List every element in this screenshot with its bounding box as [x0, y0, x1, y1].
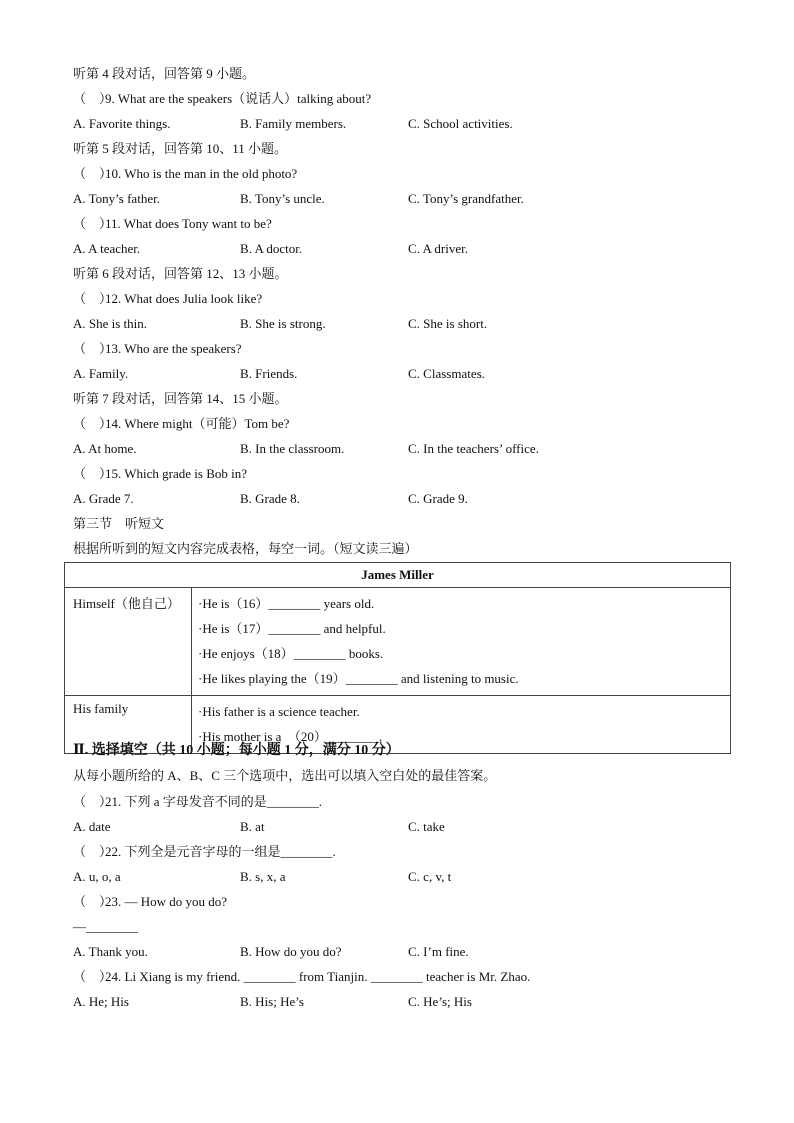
question-text: 11. What does Tony want to be?	[105, 216, 272, 231]
response-blank: —________	[73, 919, 138, 934]
option-a: A. She is thin.	[73, 316, 148, 331]
question-23	[73, 894, 227, 910]
option-a: A. Tony’s father.	[73, 191, 160, 206]
option-b: B. Grade 8.	[240, 491, 300, 506]
option-b: B. Friends.	[240, 366, 298, 381]
answer-blank[interactable]: （ ）	[73, 291, 113, 306]
row-label: Himself（他自己）	[65, 588, 192, 696]
option-b: B. s, x, a	[240, 869, 286, 884]
table-title: James Miller	[65, 563, 731, 588]
answer-blank[interactable]: （ ）	[73, 416, 113, 431]
table-row	[65, 588, 731, 696]
option-c: C. I’m fine.	[408, 944, 469, 959]
option-a: A. Thank you.	[73, 944, 148, 959]
dialogue-7-intro: 听第 7 段对话，回答第 14、15 小题。	[73, 391, 288, 406]
answer-blank[interactable]: （ ）	[73, 969, 113, 984]
option-c: C. A driver.	[408, 241, 468, 256]
option-b: B. at	[240, 819, 265, 834]
question-text: 22. 下列全是元音字母的一组是________.	[105, 844, 336, 859]
question-12	[73, 291, 262, 307]
answer-blank[interactable]: （ ）	[73, 794, 113, 809]
option-a: A. Favorite things.	[73, 116, 171, 131]
option-c: C. School activities.	[408, 116, 513, 131]
answer-blank[interactable]: （ ）	[73, 844, 113, 859]
question-text: 9. What are the speakers（说话人）talking about?	[105, 91, 372, 106]
question-text: 12. What does Julia look like?	[105, 291, 263, 306]
question-text: 14. Where might（可能）Tom be?	[105, 416, 290, 431]
option-a: A. Grade 7.	[73, 491, 134, 506]
answer-blank[interactable]: （ ）	[73, 166, 113, 181]
answer-blank[interactable]: （ ）	[73, 894, 113, 909]
dialogue-5-intro: 听第 5 段对话，回答第 10、11 小题。	[73, 141, 288, 156]
row-content	[192, 588, 731, 696]
question-13	[73, 341, 242, 357]
question-24	[73, 969, 530, 985]
section-3-title: 第三节 听短文	[73, 516, 165, 531]
question-22	[73, 844, 336, 860]
option-b: B. His; He’s	[240, 994, 304, 1009]
option-a: A. He; His	[73, 994, 129, 1009]
table-line: ·He enjoys（18）________ books.	[198, 646, 384, 661]
question-text: 21. 下列 a 字母发音不同的是________.	[105, 794, 323, 809]
question-text: 13. Who are the speakers?	[105, 341, 242, 356]
part-2-instructions: 从每小题所给的 A、B、C 三个选项中，选出可以填入空白处的最佳答案。	[73, 768, 497, 783]
option-a: A. date	[73, 819, 111, 834]
option-c: C. Tony’s grandfather.	[408, 191, 524, 206]
answer-blank[interactable]: （ ）	[73, 91, 113, 106]
option-c: C. take	[408, 819, 445, 834]
option-c: C. She is short.	[408, 316, 488, 331]
option-c: C. In the teachers’ office.	[408, 441, 539, 456]
option-c: C. He’s; His	[408, 994, 472, 1009]
question-text: 10. Who is the man in the old photo?	[105, 166, 298, 181]
option-c: C. c, v, t	[408, 869, 452, 884]
option-b: B. In the classroom.	[240, 441, 345, 456]
option-b: B. Tony’s uncle.	[240, 191, 325, 206]
row-label: His family	[65, 696, 192, 754]
option-b: B. A doctor.	[240, 241, 303, 256]
dialogue-6-intro: 听第 6 段对话，回答第 12、13 小题。	[73, 266, 288, 281]
question-10	[73, 166, 297, 182]
dialogue-4-intro: 听第 4 段对话，回答第 9 小题。	[73, 66, 256, 81]
option-a: A. Family.	[73, 366, 129, 381]
section-3-instructions: 根据所听到的短文内容完成表格，每空一词。（短文读三遍）	[73, 541, 418, 556]
option-a: A. At home.	[73, 441, 137, 456]
question-text: 23. — How do you do?	[105, 894, 228, 909]
table-line: ·He likes playing the（19）________ and listening to music.	[198, 671, 519, 686]
question-text: 24. Li Xiang is my friend. ________ from Tianjin. ________ teacher is Mr. Zhao.	[105, 969, 531, 984]
question-11	[73, 216, 272, 232]
table-line: ·His mother is a （20）________.	[198, 729, 383, 744]
answer-blank[interactable]: （ ）	[73, 466, 113, 481]
question-9	[73, 91, 371, 107]
option-b: B. How do you do?	[240, 944, 342, 959]
option-b: B. She is strong.	[240, 316, 326, 331]
option-a: A. A teacher.	[73, 241, 141, 256]
question-text: 15. Which grade is Bob in?	[105, 466, 248, 481]
option-c: C. Classmates.	[408, 366, 485, 381]
table-line: ·He is（17）________ and helpful.	[198, 621, 386, 636]
answer-blank[interactable]: （ ）	[73, 341, 113, 356]
table-line: ·His father is a science teacher.	[198, 704, 360, 719]
question-21	[73, 794, 322, 810]
option-b: B. Family members.	[240, 116, 347, 131]
fill-in-table	[64, 562, 731, 754]
question-14	[73, 416, 289, 432]
answer-blank[interactable]: （ ）	[73, 216, 113, 231]
option-c: C. Grade 9.	[408, 491, 468, 506]
option-a: A. u, o, a	[73, 869, 121, 884]
question-15	[73, 466, 247, 482]
part-2-title: Ⅱ. 选择填空（共 10 小题；每小题 1 分，满分 10 分）	[73, 743, 400, 758]
table-line: ·He is（16）________ years old.	[198, 596, 375, 611]
